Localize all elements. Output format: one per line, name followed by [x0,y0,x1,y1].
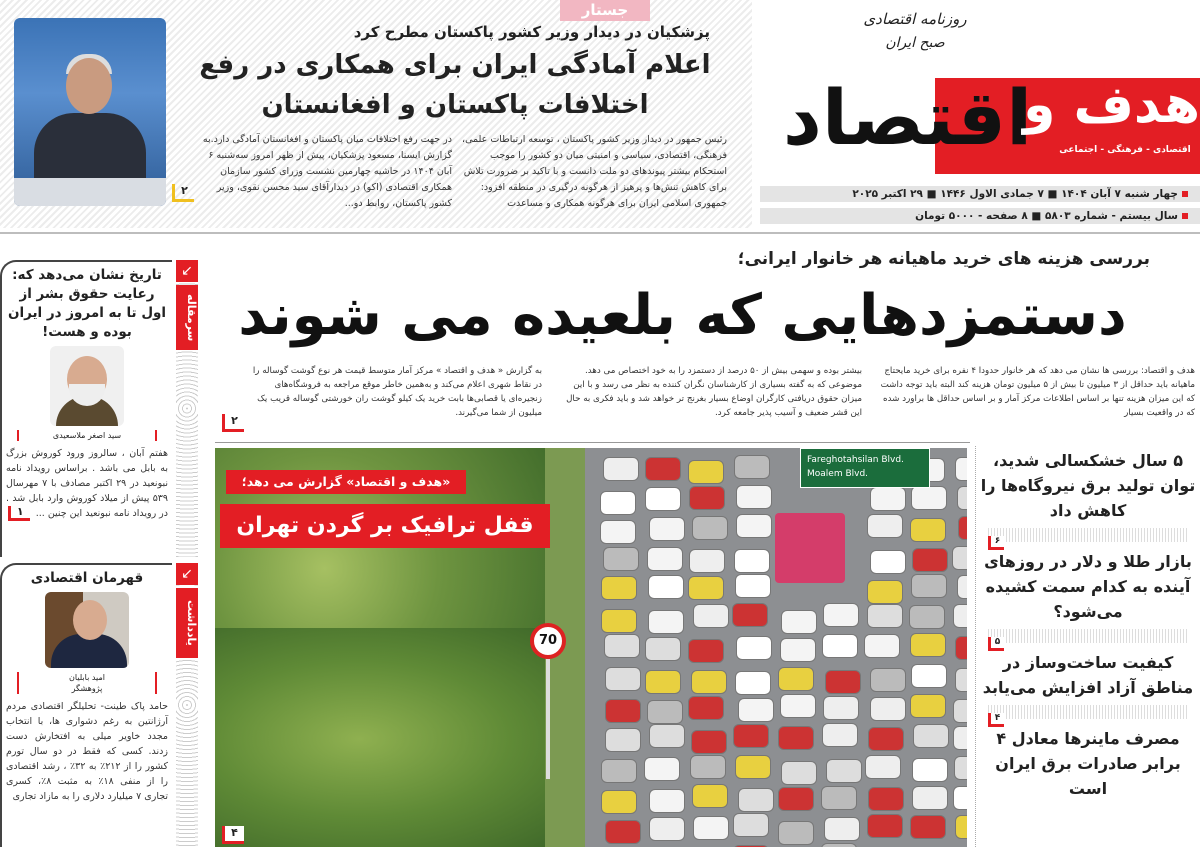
car [693,816,729,840]
page-ref[interactable] [988,705,1188,723]
car [600,491,636,515]
car [688,576,724,600]
page-ref[interactable]: ۱ [8,506,30,521]
note-author-role: پژوهشگر [71,684,103,693]
car [733,813,769,837]
lead-title[interactable]: اعلام آمادگی ایران برای همکاری در رفع اختلافات پاکستان و افغانستان [199,50,711,120]
car [736,485,772,509]
car [955,668,967,692]
car [691,670,727,694]
car [605,667,641,691]
main-headline[interactable]: دستمزدهایی که بلعیده می شوند [238,283,1127,348]
masthead-subtitle-2: صبح ایران [885,35,945,51]
speed-limit-sign: 70 [530,623,566,659]
sidebar-headline[interactable]: مصرف ماینرها معادل ۴ برابر صادرات برق ایران است [995,729,1181,798]
lead-column-2: در جهت رفع اختلافات میان پاکستان و افغانستان آمادگی دارد.به گزارش ایسنا، مسعود پزشکیان، پیش از ظهر امروز سه‌شنبه ۶ آبان ۱۴۰۴ در حاشیه چهارمین نشست وزرای کشور سازمان همکاری اقتصادی (اکو) در دیدارآقای سید محسن نقوی، وزیر کشور پاکستان، روابط دو... [202,134,452,209]
car [690,755,726,779]
car [870,697,906,721]
car [912,786,948,810]
car [867,814,903,838]
masthead-tagline: اقتصادی - فرهنگی - اجتماعی [1059,145,1191,155]
car [780,638,816,662]
car [826,759,862,783]
note-title[interactable]: قهرمان اقتصادی [30,570,144,586]
car [645,457,681,481]
car [605,820,641,844]
divider [215,442,970,443]
lead-column-1: رئیس جمهور در دیدار وزیر کشور پاکستان ، توسعه ارتباطات علمی، فرهنگی، اقتصادی، سیاسی و امنیتی میان دو کشور را موجب استحکام بیشتر پیوندهای دو ملت دانست و با تاکید بر ضرورت تلاش برای کاهش تنش‌ها و پرهیز از هرگونه درگیری در منطقه افزود: جمهوری اسلامی ایران برای هرگونه همکاری و مساعدت [462,134,727,209]
car [604,634,640,658]
car [910,633,946,657]
arrow-icon: ↙ [176,563,198,585]
photo-kicker[interactable]: «هدف و اقتصاد» گزارش می دهد؛ [226,470,466,494]
car [781,610,817,634]
car [955,636,967,660]
car [645,637,681,661]
car [868,727,904,751]
car [909,605,945,629]
car [645,670,681,694]
trees [215,628,575,847]
divider [0,232,1200,234]
editorial-text: هفتم آبان ، سالروز ورود کوروش بزرگ به بابل می باشد . براساس رویداد نامه نبونعید در ۲۹ اکتبر مصادف با ۷ مهرسال ۵۳۹ پیش از میلاد کوروش وارد بابل شد . در رویداد نامه نبونعید این چنین ... [6,448,168,519]
sidebar-headline[interactable]: کیفیت ساخت‌وساز در مناطق آزاد افزایش می‌یابد [982,653,1194,697]
car [821,786,857,810]
car [600,520,636,544]
car [955,457,967,481]
car [954,756,967,780]
car [691,730,727,754]
logo-red: هدف و [1023,75,1200,135]
car [605,728,641,752]
editorial-tab-label: سرمقاله [176,285,198,350]
editorial-box [0,260,172,557]
car [647,700,683,724]
road-sign-line: Fareghotahsilan Blvd. [807,455,904,465]
car [601,790,637,814]
car [958,516,967,540]
car [645,487,681,511]
car [780,694,816,718]
car [688,460,724,484]
car [955,815,967,839]
car [953,604,967,628]
car [910,518,946,542]
car [738,788,774,812]
car [734,455,770,479]
car [822,634,858,658]
car [911,486,947,510]
car [957,486,967,510]
road-sign [800,448,930,488]
car [865,755,901,779]
car [689,549,725,573]
logo: اقتصاد [782,73,1033,162]
car [692,784,728,808]
note-tab [176,563,198,847]
car [781,761,817,785]
car [953,786,967,810]
car [822,723,858,747]
lead-kicker[interactable]: پزشکیان در دیدار وزیر کشور پاکستان مطرح کرد [353,23,710,41]
car [870,668,906,692]
car [824,817,860,841]
lead-photo [14,18,166,206]
car [603,547,639,571]
car [603,457,639,481]
car [601,759,637,783]
main-column-3: به گزارش « هدف و اقتصاد » مرکز آمار متوسط قیمت هر نوع گوشت گوساله را در نقاط شهری اعلام می‌کند و به‌همین خاطر موقع مراجعه به فروشگاه‌های زنجیره‌ای یا قصابی‌ها بابت خرید یک کیلو گوشت ران خورشتی گوساله قریب یک میلیون از شما می‌گیرند. [252,366,542,418]
main-kicker[interactable]: بررسی هزینه های خرید ماهیانه هر خانوار ایرانی؛ [737,249,1150,269]
car [821,843,857,847]
car [693,604,729,628]
car [688,639,724,663]
car [605,699,641,723]
car [823,603,859,627]
car [601,576,637,600]
car [734,549,770,573]
page-number: ۵ [988,637,1004,651]
editorial-title[interactable]: تاریخ نشان می‌دهد که: رعایت حقوق بشر از اول تا به امروز در ایران بوده و هست! [7,267,167,340]
car [823,696,859,720]
car [864,634,900,658]
car [867,604,903,628]
page-number: ۴ [988,713,1004,727]
note-box [0,563,172,847]
car [733,724,769,748]
car [649,789,685,813]
car [692,516,728,540]
car [778,667,814,691]
car [825,670,861,694]
author-photo [50,346,124,426]
car [911,664,947,688]
car [778,821,814,845]
page-ref[interactable] [988,629,1188,647]
car [735,755,771,779]
car [644,757,680,781]
car [649,517,685,541]
car [870,487,906,511]
car [648,575,684,599]
car [911,574,947,598]
author-photo [45,592,129,668]
car [870,550,906,574]
issue-line: سال بیستم - شماره ۵۸۰۳ ■ ۸ صفحه - ۵۰۰۰ تومان [760,208,1200,224]
date-line: چهار شنبه ۷ آبان ۱۴۰۴ ■ ۷ جمادی الاول ۱۴۴۶ ■ ۲۹ اکتبر ۲۰۲۵ [760,186,1200,202]
editorial-text-block [6,446,168,521]
note-text: حامد پاک طینت- تحلیلگر اقتصادی مردم آرژانتین به رغم دشواری ها، با انتخاب مجدد خاویر میلی به افتخارش دست زدند. کسی که فقط در دو سال تورم کشور را از ۲۱۲٪ به ۳۲٪ ، رشد اقتصادی را از منفی ۱۸٪ به مثبت ۸٪، کسری تجاری ۷ میلیارد دلاری را به مازاد تجاری [6,701,168,802]
sidebar-headlines [975,446,1200,847]
note-tab-label: یادداشت [176,588,198,658]
car [689,486,725,510]
editorial-tab [176,260,198,557]
car [913,724,949,748]
car [601,609,637,633]
sidebar-headline[interactable]: بازار طلا و دلار در روزهای آینده به کدام سمت کشیده می‌شود؟ [984,552,1192,621]
car [649,724,685,748]
photo-title[interactable]: قفل ترافیک بر گردن تهران [220,504,550,548]
car [957,575,967,599]
car [910,694,946,718]
car [953,726,967,750]
car [735,574,771,598]
car [736,636,772,660]
bus [775,513,845,583]
sidebar-headline[interactable]: ۵ سال خشکسالی شدید، توان تولید برق نیروگاه‌ها را کاهش داد [980,451,1196,520]
car [736,514,772,538]
car [910,815,946,839]
car [735,671,771,695]
car [867,580,903,604]
car [732,603,768,627]
car [778,787,814,811]
page-ref[interactable]: ۲ [222,414,244,432]
car [688,696,724,720]
page-ref[interactable] [988,528,1188,546]
arrow-icon: ↙ [176,260,198,282]
car [647,547,683,571]
note-byline [17,672,157,694]
car [868,787,904,811]
car [778,726,814,750]
page-ref[interactable]: ۲ [172,184,194,202]
car [738,698,774,722]
car [952,546,967,570]
note-author: امید بابلیان [69,673,105,682]
road-sign-line: Moalem Blvd. [807,469,869,479]
car [912,548,948,572]
page-number: ۶ [988,536,1004,550]
masthead-subtitle: روزنامه اقتصادی [863,10,967,28]
editorial-byline: سید اصغر ملاسعیدی [17,430,157,441]
car [912,758,948,782]
car [867,514,903,538]
car [953,699,967,723]
main-column-1: هدف و اقتصاد: بررسی ها نشان می دهد که هر خانوار حدودا ۴ نفره برای خرید مایحتاج ماهیانه باید حداقل از ۳ میلیون تا بیش از ۵ میلیون تومان هزینه کند البته باید توجه داشت که این میزان هزینه تنها بر اساس اطلاعات مرکز آمار و بر اساس حداقل ها براورد شده که در واقعیت بسیار [880,366,1195,418]
main-column-2: بیشتر بوده و سهمی بیش از ۵۰ درصد از دستمزد را به خود اختصاص می دهد. موضوعی که به گفته بسیاری از کارشناسان نگران کننده به نظر می رسد و با این میزان حقوق دریافتی کارگران اوضاع بسیار بغرنج تر خواهد شد و باید فکری به حال این قشر ضعیف و آسیب پذیر جامعه کرد. [566,366,862,418]
sign-pole [546,659,550,779]
car [649,817,685,841]
page-ref[interactable]: ۴ [222,826,244,844]
section-badge: جستار [560,0,650,21]
car [648,610,684,634]
